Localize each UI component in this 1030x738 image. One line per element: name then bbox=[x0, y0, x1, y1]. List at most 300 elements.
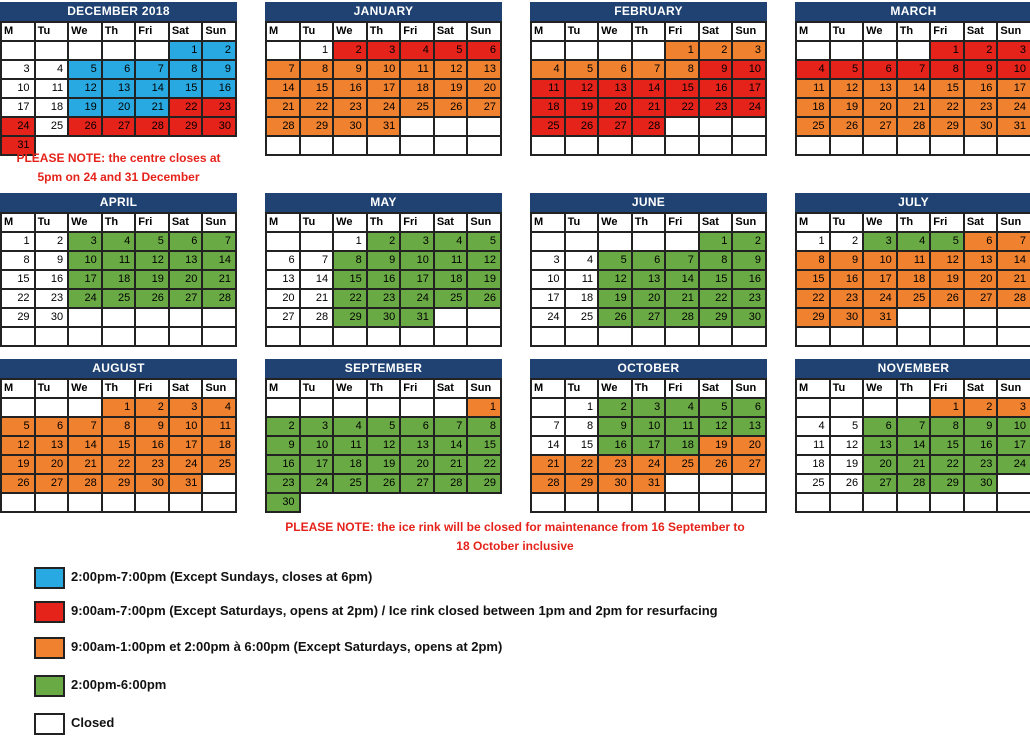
day-cell: 10 bbox=[401, 252, 435, 271]
day-cell bbox=[998, 494, 1030, 513]
day-cell: 9 bbox=[965, 418, 999, 437]
day-cell bbox=[864, 328, 898, 347]
weekday-header: Th bbox=[633, 214, 667, 233]
month-calendar bbox=[530, 2, 767, 156]
day-cell: 2 bbox=[136, 399, 170, 418]
day-cell: 30 bbox=[334, 118, 368, 137]
day-cell bbox=[864, 42, 898, 61]
day-cell: 24 bbox=[733, 99, 767, 118]
day-cell: 20 bbox=[170, 271, 204, 290]
day-cell: 30 bbox=[599, 475, 633, 494]
day-cell bbox=[965, 137, 999, 156]
day-cell bbox=[36, 494, 70, 513]
day-cell: 24 bbox=[301, 475, 335, 494]
day-cell bbox=[69, 399, 103, 418]
day-cell: 13 bbox=[733, 418, 767, 437]
day-cell: 9 bbox=[368, 252, 402, 271]
weekday-header: Th bbox=[898, 380, 932, 399]
day-cell bbox=[864, 494, 898, 513]
day-cell bbox=[2, 328, 36, 347]
day-cell: 10 bbox=[368, 61, 402, 80]
month-calendar bbox=[0, 193, 237, 347]
day-cell: 2 bbox=[368, 233, 402, 252]
day-cell: 12 bbox=[69, 80, 103, 99]
day-cell bbox=[700, 118, 734, 137]
day-cell: 3 bbox=[401, 233, 435, 252]
day-cell: 27 bbox=[401, 475, 435, 494]
day-cell: 24 bbox=[532, 309, 566, 328]
day-cell: 28 bbox=[633, 118, 667, 137]
day-cell: 22 bbox=[666, 99, 700, 118]
day-cell: 3 bbox=[368, 42, 402, 61]
day-cell: 30 bbox=[733, 309, 767, 328]
day-cell bbox=[797, 328, 831, 347]
day-cell: 20 bbox=[599, 99, 633, 118]
day-cell: 12 bbox=[566, 80, 600, 99]
day-cell: 25 bbox=[401, 99, 435, 118]
weekday-header: We bbox=[599, 380, 633, 399]
weekday-header: Fri bbox=[931, 214, 965, 233]
weekday-header: Tu bbox=[566, 214, 600, 233]
day-cell: 18 bbox=[103, 271, 137, 290]
day-cell bbox=[931, 137, 965, 156]
day-cell bbox=[797, 137, 831, 156]
weekday-header: Sun bbox=[733, 23, 767, 42]
day-cell: 5 bbox=[831, 61, 865, 80]
day-cell: 6 bbox=[864, 61, 898, 80]
day-cell bbox=[532, 494, 566, 513]
day-cell: 10 bbox=[633, 418, 667, 437]
weekday-header: Sun bbox=[468, 23, 502, 42]
day-cell: 11 bbox=[898, 252, 932, 271]
day-cell bbox=[733, 328, 767, 347]
day-cell: 3 bbox=[864, 233, 898, 252]
day-cell: 21 bbox=[203, 271, 237, 290]
day-cell: 15 bbox=[931, 80, 965, 99]
day-cell: 3 bbox=[733, 42, 767, 61]
day-cell: 17 bbox=[368, 80, 402, 99]
day-cell: 19 bbox=[831, 456, 865, 475]
day-cell: 8 bbox=[566, 418, 600, 437]
day-cell: 31 bbox=[633, 475, 667, 494]
weekday-header: We bbox=[599, 23, 633, 42]
day-cell: 27 bbox=[267, 309, 301, 328]
weekday-header: M bbox=[2, 380, 36, 399]
day-cell bbox=[203, 475, 237, 494]
day-cell: 12 bbox=[2, 437, 36, 456]
legend-swatch-red bbox=[34, 601, 65, 623]
weekday-header: Tu bbox=[301, 380, 335, 399]
weekday-header: Fri bbox=[401, 23, 435, 42]
day-cell: 9 bbox=[203, 61, 237, 80]
day-cell: 25 bbox=[435, 290, 469, 309]
legend-item-closed bbox=[34, 713, 814, 738]
day-cell: 9 bbox=[599, 418, 633, 437]
day-cell bbox=[965, 309, 999, 328]
month-title: OCTOBER bbox=[530, 359, 767, 378]
day-cell: 20 bbox=[864, 99, 898, 118]
day-cell: 9 bbox=[831, 252, 865, 271]
day-cell: 1 bbox=[2, 233, 36, 252]
day-cell bbox=[998, 309, 1030, 328]
day-cell bbox=[931, 309, 965, 328]
day-cell: 10 bbox=[532, 271, 566, 290]
day-cell bbox=[136, 328, 170, 347]
month-title: JANUARY bbox=[265, 2, 502, 21]
day-cell bbox=[566, 328, 600, 347]
weekday-header: We bbox=[864, 380, 898, 399]
day-cell: 28 bbox=[136, 118, 170, 137]
day-cell: 25 bbox=[203, 456, 237, 475]
day-cell: 17 bbox=[532, 290, 566, 309]
day-cell: 13 bbox=[864, 80, 898, 99]
legend-label: 2:00pm-7:00pm (Except Sundays, closes at 6pm) bbox=[71, 569, 373, 584]
day-cell: 14 bbox=[136, 80, 170, 99]
day-cell: 15 bbox=[566, 437, 600, 456]
legend-swatch-white bbox=[34, 713, 65, 735]
day-cell: 24 bbox=[633, 456, 667, 475]
weekday-header: Fri bbox=[666, 214, 700, 233]
legend-item-red bbox=[34, 601, 814, 626]
month-title: FEBRUARY bbox=[530, 2, 767, 21]
day-cell bbox=[831, 399, 865, 418]
day-cell: 3 bbox=[633, 399, 667, 418]
day-cell: 21 bbox=[435, 456, 469, 475]
day-cell: 27 bbox=[864, 475, 898, 494]
day-cell bbox=[301, 137, 335, 156]
weekday-header: M bbox=[532, 380, 566, 399]
day-cell: 22 bbox=[2, 290, 36, 309]
month-title: NOVEMBER bbox=[795, 359, 1030, 378]
day-cell: 2 bbox=[599, 399, 633, 418]
day-cell: 11 bbox=[566, 271, 600, 290]
day-cell: 14 bbox=[666, 271, 700, 290]
day-cell: 28 bbox=[532, 475, 566, 494]
day-cell: 24 bbox=[998, 99, 1030, 118]
month-calendar bbox=[0, 359, 237, 513]
day-cell: 4 bbox=[435, 233, 469, 252]
day-cell: 23 bbox=[700, 99, 734, 118]
day-cell: 8 bbox=[2, 252, 36, 271]
legend-label: 9:00am-1:00pm et 2:00pm à 6:00pm (Except Saturdays, opens at 2pm) bbox=[71, 639, 503, 654]
day-cell bbox=[566, 42, 600, 61]
day-cell: 23 bbox=[267, 475, 301, 494]
day-cell: 11 bbox=[203, 418, 237, 437]
weekday-header: We bbox=[599, 214, 633, 233]
day-cell: 30 bbox=[203, 118, 237, 137]
day-cell: 8 bbox=[103, 418, 137, 437]
day-cell: 27 bbox=[103, 118, 137, 137]
day-cell: 31 bbox=[864, 309, 898, 328]
day-cell bbox=[203, 328, 237, 347]
weekday-header: Fri bbox=[931, 23, 965, 42]
day-cell: 3 bbox=[998, 42, 1030, 61]
day-cell: 21 bbox=[532, 456, 566, 475]
day-cell: 27 bbox=[864, 118, 898, 137]
day-cell: 14 bbox=[267, 80, 301, 99]
day-cell: 4 bbox=[898, 233, 932, 252]
day-cell: 25 bbox=[334, 475, 368, 494]
month-title: JULY bbox=[795, 193, 1030, 212]
day-cell bbox=[334, 399, 368, 418]
ice-rink-note-line-2: 18 October inclusive bbox=[456, 539, 574, 553]
month-calendar bbox=[265, 359, 502, 513]
weekday-header: Tu bbox=[301, 23, 335, 42]
month-calendar bbox=[530, 359, 767, 513]
month-calendar bbox=[795, 359, 1030, 513]
day-cell: 31 bbox=[368, 118, 402, 137]
day-cell bbox=[69, 328, 103, 347]
month-calendar bbox=[795, 193, 1030, 347]
day-cell: 17 bbox=[864, 271, 898, 290]
day-cell: 17 bbox=[733, 80, 767, 99]
day-cell: 7 bbox=[435, 418, 469, 437]
day-cell: 16 bbox=[334, 80, 368, 99]
weekday-header: Fri bbox=[136, 23, 170, 42]
weekday-header: Sat bbox=[700, 23, 734, 42]
day-cell: 14 bbox=[998, 252, 1030, 271]
day-cell: 6 bbox=[36, 418, 70, 437]
day-cell: 16 bbox=[733, 271, 767, 290]
legend-label: 9:00am-7:00pm (Except Saturdays, opens at 2pm) / Ice rink closed between 1pm and 2pm for resurfacing bbox=[71, 603, 718, 618]
day-cell bbox=[368, 399, 402, 418]
day-cell: 2 bbox=[36, 233, 70, 252]
day-cell bbox=[666, 118, 700, 137]
day-cell: 16 bbox=[965, 437, 999, 456]
day-cell: 3 bbox=[998, 399, 1030, 418]
day-cell: 18 bbox=[797, 456, 831, 475]
weekday-header: Th bbox=[103, 214, 137, 233]
day-cell: 5 bbox=[468, 233, 502, 252]
day-cell bbox=[267, 137, 301, 156]
weekday-header: M bbox=[267, 380, 301, 399]
day-cell: 28 bbox=[267, 118, 301, 137]
weekday-header: Fri bbox=[931, 380, 965, 399]
day-cell bbox=[898, 309, 932, 328]
day-cell: 10 bbox=[2, 80, 36, 99]
day-cell bbox=[170, 328, 204, 347]
day-cell: 26 bbox=[831, 475, 865, 494]
day-cell: 15 bbox=[666, 80, 700, 99]
day-cell: 9 bbox=[334, 61, 368, 80]
day-cell: 26 bbox=[2, 475, 36, 494]
day-cell bbox=[532, 137, 566, 156]
weekday-header: Th bbox=[368, 214, 402, 233]
day-cell: 12 bbox=[700, 418, 734, 437]
day-cell: 4 bbox=[36, 61, 70, 80]
legend-swatch-green bbox=[34, 675, 65, 697]
day-cell: 19 bbox=[700, 437, 734, 456]
day-cell bbox=[334, 137, 368, 156]
day-cell bbox=[566, 494, 600, 513]
day-cell bbox=[599, 328, 633, 347]
day-cell bbox=[2, 42, 36, 61]
day-cell: 12 bbox=[831, 437, 865, 456]
day-cell: 27 bbox=[170, 290, 204, 309]
day-cell: 13 bbox=[401, 437, 435, 456]
day-cell: 24 bbox=[2, 118, 36, 137]
day-cell: 6 bbox=[170, 233, 204, 252]
day-cell: 1 bbox=[666, 42, 700, 61]
weekday-header: Sun bbox=[203, 214, 237, 233]
month-grid bbox=[795, 21, 1030, 156]
day-cell: 27 bbox=[965, 290, 999, 309]
day-cell bbox=[599, 42, 633, 61]
day-cell bbox=[633, 137, 667, 156]
day-cell: 11 bbox=[797, 437, 831, 456]
day-cell: 14 bbox=[532, 437, 566, 456]
weekday-header: M bbox=[267, 214, 301, 233]
day-cell: 5 bbox=[136, 233, 170, 252]
day-cell: 8 bbox=[700, 252, 734, 271]
day-cell bbox=[103, 494, 137, 513]
weekday-header: Sat bbox=[965, 380, 999, 399]
day-cell: 30 bbox=[36, 309, 70, 328]
day-cell: 22 bbox=[931, 456, 965, 475]
day-cell bbox=[998, 328, 1030, 347]
day-cell: 4 bbox=[532, 61, 566, 80]
day-cell: 5 bbox=[435, 42, 469, 61]
day-cell: 2 bbox=[831, 233, 865, 252]
weekday-header: Sat bbox=[965, 214, 999, 233]
day-cell: 5 bbox=[566, 61, 600, 80]
day-cell: 13 bbox=[599, 80, 633, 99]
day-cell: 17 bbox=[2, 99, 36, 118]
day-cell: 7 bbox=[666, 252, 700, 271]
day-cell: 18 bbox=[566, 290, 600, 309]
day-cell bbox=[733, 475, 767, 494]
day-cell: 28 bbox=[998, 290, 1030, 309]
day-cell: 16 bbox=[36, 271, 70, 290]
day-cell: 19 bbox=[435, 80, 469, 99]
day-cell: 20 bbox=[468, 80, 502, 99]
day-cell bbox=[599, 494, 633, 513]
day-cell bbox=[797, 494, 831, 513]
day-cell bbox=[965, 328, 999, 347]
day-cell: 22 bbox=[334, 290, 368, 309]
day-cell: 8 bbox=[931, 61, 965, 80]
day-cell: 12 bbox=[368, 437, 402, 456]
day-cell bbox=[633, 233, 667, 252]
day-cell bbox=[368, 137, 402, 156]
day-cell bbox=[666, 328, 700, 347]
day-cell: 17 bbox=[69, 271, 103, 290]
day-cell: 8 bbox=[301, 61, 335, 80]
day-cell: 13 bbox=[864, 437, 898, 456]
day-cell: 13 bbox=[170, 252, 204, 271]
weekday-header: We bbox=[864, 23, 898, 42]
weekday-header: Sun bbox=[468, 380, 502, 399]
ice-rink-note bbox=[240, 518, 790, 556]
day-cell: 24 bbox=[998, 456, 1030, 475]
month-grid bbox=[795, 378, 1030, 513]
day-cell bbox=[301, 399, 335, 418]
day-cell bbox=[532, 233, 566, 252]
day-cell bbox=[700, 328, 734, 347]
weekday-header: Fri bbox=[666, 380, 700, 399]
month-calendar bbox=[530, 193, 767, 347]
weekday-header: Fri bbox=[136, 214, 170, 233]
weekday-header: M bbox=[267, 23, 301, 42]
day-cell: 14 bbox=[435, 437, 469, 456]
month-grid bbox=[0, 21, 237, 156]
day-cell: 22 bbox=[103, 456, 137, 475]
day-cell bbox=[136, 42, 170, 61]
day-cell bbox=[998, 475, 1030, 494]
day-cell: 14 bbox=[898, 80, 932, 99]
day-cell: 4 bbox=[103, 233, 137, 252]
day-cell: 8 bbox=[468, 418, 502, 437]
day-cell: 26 bbox=[566, 118, 600, 137]
day-cell bbox=[666, 233, 700, 252]
day-cell: 1 bbox=[566, 399, 600, 418]
month-grid bbox=[530, 21, 767, 156]
day-cell: 29 bbox=[797, 309, 831, 328]
day-cell: 13 bbox=[103, 80, 137, 99]
day-cell: 26 bbox=[931, 290, 965, 309]
day-cell: 13 bbox=[633, 271, 667, 290]
day-cell: 26 bbox=[368, 475, 402, 494]
day-cell: 29 bbox=[2, 309, 36, 328]
month-title: APRIL bbox=[0, 193, 237, 212]
day-cell: 19 bbox=[2, 456, 36, 475]
weekday-header: Fri bbox=[666, 23, 700, 42]
day-cell: 16 bbox=[203, 80, 237, 99]
day-cell: 16 bbox=[965, 80, 999, 99]
day-cell: 21 bbox=[136, 99, 170, 118]
weekday-header: We bbox=[69, 214, 103, 233]
day-cell bbox=[368, 328, 402, 347]
weekday-header: Tu bbox=[566, 380, 600, 399]
day-cell: 2 bbox=[334, 42, 368, 61]
weekday-header: Tu bbox=[301, 214, 335, 233]
day-cell: 11 bbox=[532, 80, 566, 99]
day-cell: 22 bbox=[301, 99, 335, 118]
day-cell: 12 bbox=[435, 61, 469, 80]
month-calendar bbox=[265, 2, 502, 156]
day-cell: 15 bbox=[700, 271, 734, 290]
weekday-header: Sun bbox=[998, 214, 1030, 233]
day-cell bbox=[69, 42, 103, 61]
weekday-header: Th bbox=[103, 23, 137, 42]
weekday-header: Tu bbox=[36, 23, 70, 42]
day-cell bbox=[898, 399, 932, 418]
day-cell: 21 bbox=[69, 456, 103, 475]
day-cell: 27 bbox=[599, 118, 633, 137]
day-cell: 23 bbox=[136, 456, 170, 475]
day-cell: 18 bbox=[435, 271, 469, 290]
day-cell: 9 bbox=[36, 252, 70, 271]
day-cell: 1 bbox=[797, 233, 831, 252]
weekday-header: Tu bbox=[566, 23, 600, 42]
weekday-header: Sun bbox=[998, 380, 1030, 399]
day-cell bbox=[69, 309, 103, 328]
day-cell: 28 bbox=[69, 475, 103, 494]
day-cell bbox=[666, 137, 700, 156]
day-cell: 7 bbox=[898, 418, 932, 437]
weekday-header: Sat bbox=[700, 214, 734, 233]
day-cell: 12 bbox=[468, 252, 502, 271]
day-cell bbox=[2, 399, 36, 418]
day-cell bbox=[401, 137, 435, 156]
day-cell: 1 bbox=[334, 233, 368, 252]
weekday-header: Tu bbox=[36, 380, 70, 399]
day-cell: 28 bbox=[435, 475, 469, 494]
day-cell: 23 bbox=[203, 99, 237, 118]
day-cell bbox=[203, 309, 237, 328]
day-cell: 4 bbox=[401, 42, 435, 61]
day-cell: 19 bbox=[69, 99, 103, 118]
